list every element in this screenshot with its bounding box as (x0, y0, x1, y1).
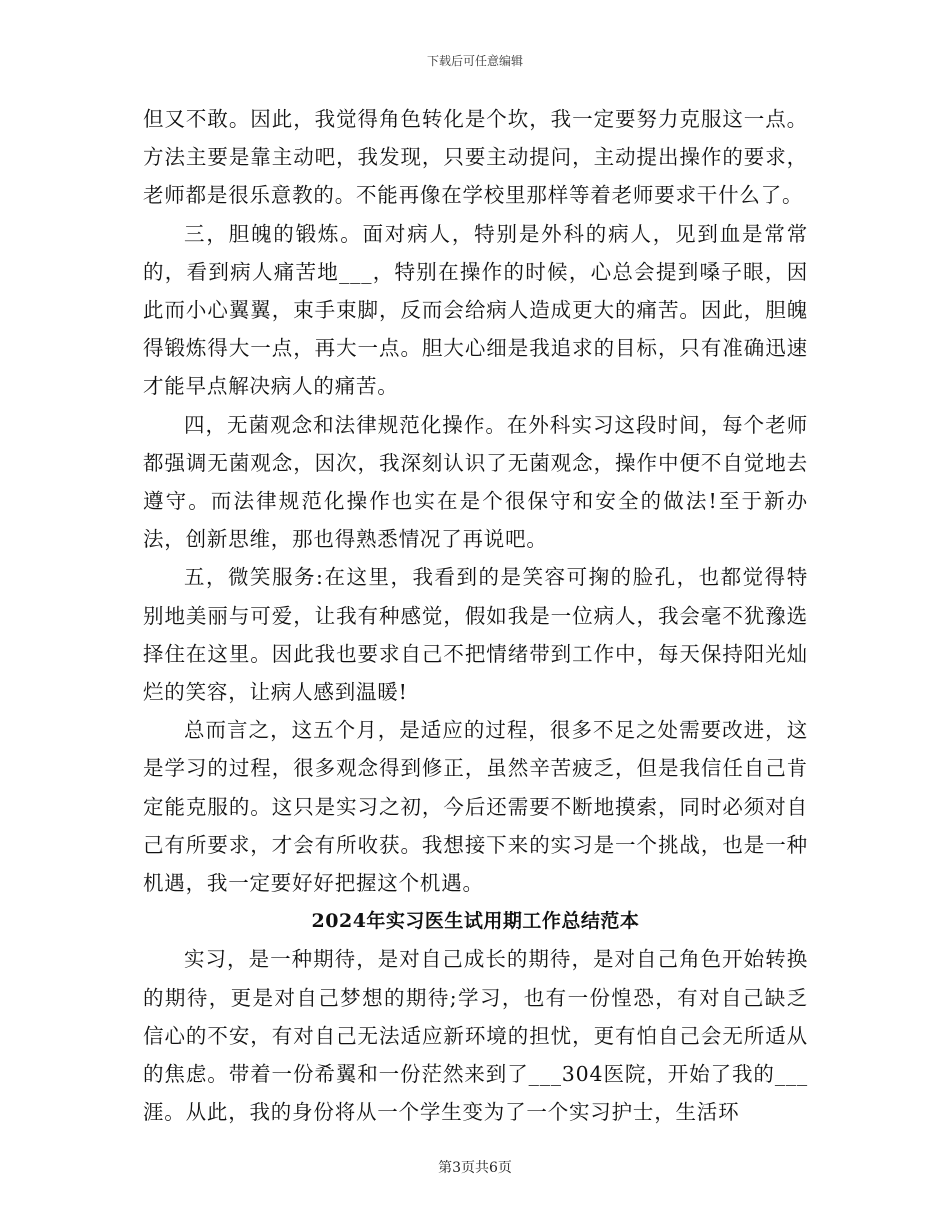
document-body (143, 100, 808, 1131)
paragraph-smile-service: 五，微笑服务:在这里，我看到的是笑容可掬的脸孔，也都觉得特别地美丽与可爱，让我有种感觉，假如我是一位病人，我会毫不犹豫选择住在这里。因此我也要求自己不把情绪带到工作中，每天保持阳光灿烂的笑容，让病人感到温暖! (143, 565, 808, 705)
paragraph-summary: 总而言之，这五个月，是适应的过程，很多不足之处需要改进，这是学习的过程，很多观念得到修正，虽然辛苦疲乏，但是我信任自己肯定能克服的。这只是实习之初，今后还需要不断地摸索，同时必须对自己有所要求，才会有所收获。我想接下来的实习是一个挑战，也是一种机遇，我一定要好好把握这个机遇。 (143, 718, 808, 896)
paragraph-role-transition: 但又不敢。因此，我觉得角色转化是个坎，我一定要努力克服这一点。方法主要是靠主动吧，我发现，只要主动提问，主动提出操作的要求，老师都是很乐意教的。不能再像在学校里那样等着老师要求干什么了。 (143, 107, 808, 208)
paragraph-aseptic-concept: 四，无菌观念和法律规范化操作。在外科实习这段时间，每个老师都强调无菌观念，因次，我深刻认识了无菌观念，操作中便不自觉地去遵守。而法律规范化操作也实在是个很保守和安全的做法!至于新办法，创新思维，那也得熟悉情况了再说吧。 (143, 412, 808, 552)
paragraph-courage-training: 三，胆魄的锻炼。面对病人，特别是外科的病人，见到血是常常的，看到病人痛苦地___，特别在操作的时候，心总会提到嗓子眼，因此而小心翼翼，束手束脚，反而会给病人造成更大的痛苦。因此，胆魄得锻炼得大一点，再大一点。胆大心细是我追求的目标，只有准确迅速才能早点解决病人的痛苦。 (143, 221, 808, 399)
page-footer: 第3页共6页 (438, 1160, 512, 1176)
paragraph-internship-intro: 实习，是一种期待，是对自己成长的期待，是对自己角色开始转换的期待，更是对自己梦想的期待;学习，也有一份惶恐，有对自己缺乏信心的不安，有对自己无法适应新环境的担忧，更有怕自己会无所适从的焦虑。带着一份希翼和一份茫然来到了___304医院，开始了我的___涯。从此，我的身份将从一个学生变为了一个实习护士，生活环 (143, 947, 808, 1125)
page-header: 下载后可任意编辑 (426, 54, 523, 68)
section-title: 2024年实习医生试用期工作总结范本 (311, 910, 640, 933)
